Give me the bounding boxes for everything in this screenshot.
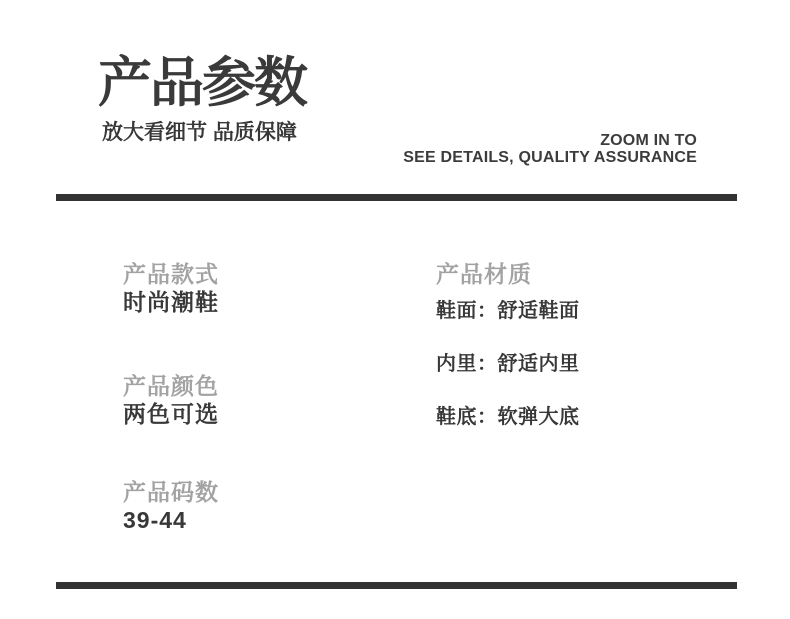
spec-value-color: 两色可选 xyxy=(123,401,219,427)
spec-section-style xyxy=(123,260,219,316)
tagline-english xyxy=(403,132,697,166)
spec-section-color xyxy=(123,372,219,428)
top-divider-bar xyxy=(56,194,737,201)
bottom-divider-bar xyxy=(56,582,737,589)
tagline-english-line1: ZOOM IN TO xyxy=(600,132,697,149)
spec-label-color: 产品颜色 xyxy=(123,373,219,399)
material-item-lining xyxy=(436,352,580,376)
material-separator: ： xyxy=(477,353,498,375)
spec-label-size: 产品码数 xyxy=(123,479,219,505)
material-separator: ： xyxy=(477,406,498,428)
spec-label-material: 产品材质 xyxy=(436,261,532,287)
page-title: 产品参数 xyxy=(98,53,306,113)
spec-label-style: 产品款式 xyxy=(123,261,219,287)
material-part-sole: 鞋底 xyxy=(436,406,477,428)
material-part-upper: 鞋面 xyxy=(436,300,477,322)
spec-value-size: 39-44 xyxy=(123,507,187,533)
material-item-sole xyxy=(436,405,580,429)
spec-value-style: 时尚潮鞋 xyxy=(123,289,219,315)
page-subtitle: 放大看细节 品质保障 xyxy=(102,121,297,144)
material-desc-upper: 舒适鞋面 xyxy=(497,300,580,322)
material-item-upper xyxy=(436,299,580,323)
material-desc-lining: 舒适内里 xyxy=(497,353,580,375)
material-desc-sole: 软弹大底 xyxy=(497,406,580,428)
material-separator: ： xyxy=(477,300,498,322)
tagline-english-line2: SEE DETAILS, QUALITY ASSURANCE xyxy=(403,149,697,166)
material-part-lining: 内里 xyxy=(436,353,477,375)
spec-section-size xyxy=(123,478,219,534)
